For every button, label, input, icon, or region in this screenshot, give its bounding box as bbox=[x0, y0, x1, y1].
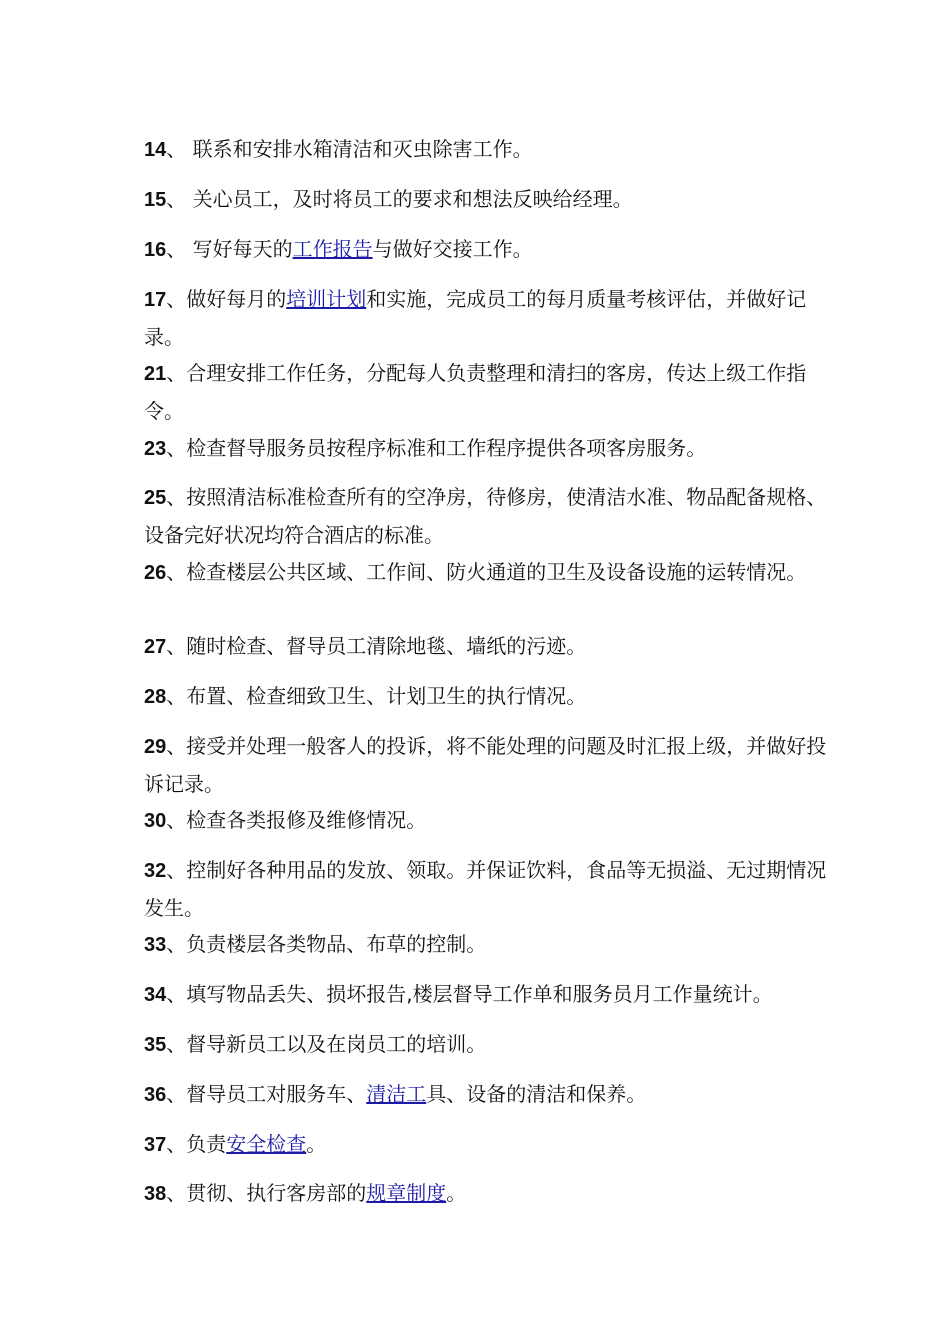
item-text: 与做好交接工作。 bbox=[372, 237, 533, 261]
item-text: 和实施，完成员工的每月质量考核评估，并做好记录。 bbox=[144, 287, 807, 349]
item-text: 负责 bbox=[186, 1132, 227, 1156]
item-separator: 、 bbox=[166, 1132, 187, 1156]
list-item bbox=[144, 231, 834, 269]
item-number: 14 bbox=[144, 139, 167, 161]
item-text: 督导新员工以及在岗员工的培训。 bbox=[186, 1032, 487, 1056]
item-text: 合理安排工作任务，分配每人负责整理和清扫的客房，传达上级工作指令。 bbox=[144, 361, 807, 423]
item-separator: 、 bbox=[166, 237, 187, 261]
item-number: 15 bbox=[144, 189, 167, 211]
item-text: 负责楼层各类物品、布草的控制。 bbox=[186, 932, 487, 956]
list-item bbox=[144, 1026, 834, 1064]
item-text: 关心员工，及时将员工的要求和想法反映给经理。 bbox=[186, 187, 633, 211]
item-number: 23 bbox=[144, 438, 167, 460]
item-number: 38 bbox=[144, 1183, 167, 1205]
item-separator: 、 bbox=[166, 485, 187, 509]
item-text: 填写物品丢失、损坏报告,楼层督导工作单和服务员月工作量统计。 bbox=[186, 982, 773, 1006]
hyperlink[interactable]: 清洁工 bbox=[366, 1082, 427, 1106]
list-item bbox=[144, 479, 834, 554]
item-text: 检查各类报修及维修情况。 bbox=[186, 808, 427, 832]
item-separator: 、 bbox=[166, 361, 187, 385]
item-text: 。 bbox=[306, 1132, 327, 1156]
item-text: 写好每天的 bbox=[186, 237, 293, 261]
item-separator: 、 bbox=[166, 808, 187, 832]
item-text: 检查督导服务员按程序标准和工作程序提供各项客房服务。 bbox=[186, 436, 707, 460]
item-number: 16 bbox=[144, 239, 167, 261]
item-separator: 、 bbox=[166, 634, 187, 658]
item-text: 检查楼层公共区域、工作间、防火通道的卫生及设备设施的运转情况。 bbox=[186, 560, 807, 584]
hyperlink[interactable]: 培训计划 bbox=[286, 287, 367, 311]
item-text: 贯彻、执行客房部的 bbox=[186, 1181, 367, 1205]
item-separator: 、 bbox=[166, 137, 187, 161]
item-separator: 、 bbox=[166, 1032, 187, 1056]
item-number: 36 bbox=[144, 1084, 167, 1106]
item-number: 27 bbox=[144, 636, 167, 658]
hyperlink[interactable]: 安全检查 bbox=[226, 1132, 307, 1156]
item-number: 28 bbox=[144, 686, 167, 708]
list-item bbox=[144, 554, 834, 592]
list-item bbox=[144, 976, 834, 1014]
list-item bbox=[144, 852, 834, 927]
item-number: 17 bbox=[144, 289, 167, 311]
list-item bbox=[144, 131, 834, 169]
item-separator: 、 bbox=[166, 684, 187, 708]
item-number: 33 bbox=[144, 934, 167, 956]
item-separator: 、 bbox=[166, 932, 187, 956]
item-separator: 、 bbox=[166, 436, 187, 460]
item-number: 34 bbox=[144, 984, 167, 1006]
list-item bbox=[144, 628, 834, 666]
item-text: 督导员工对服务车、 bbox=[186, 1082, 367, 1106]
item-number: 21 bbox=[144, 363, 167, 385]
list-item bbox=[144, 926, 834, 964]
item-text: 随时检查、督导员工清除地毯、墙纸的污迹。 bbox=[186, 634, 587, 658]
list-item bbox=[144, 802, 834, 840]
item-text: 做好每月的 bbox=[186, 287, 287, 311]
list-item bbox=[144, 678, 834, 716]
item-separator: 、 bbox=[166, 187, 187, 211]
item-number: 26 bbox=[144, 562, 167, 584]
item-text: 具、设备的清洁和保养。 bbox=[426, 1082, 647, 1106]
hyperlink[interactable]: 规章制度 bbox=[366, 1181, 447, 1205]
list-item bbox=[144, 355, 834, 430]
item-text: 接受并处理一般客人的投诉，将不能处理的问题及时汇报上级，并做好投诉记录。 bbox=[144, 734, 827, 796]
list-item bbox=[144, 1076, 834, 1114]
item-text: 控制好各种用品的发放、领取。并保证饮料，食品等无损溢、无过期情况发生。 bbox=[144, 858, 827, 920]
item-text: 联系和安排水箱清洁和灭虫除害工作。 bbox=[186, 137, 533, 161]
item-number: 29 bbox=[144, 736, 167, 758]
list-item bbox=[144, 728, 834, 803]
list-item bbox=[144, 281, 834, 356]
item-separator: 、 bbox=[166, 560, 187, 584]
item-number: 25 bbox=[144, 487, 167, 509]
list-item bbox=[144, 181, 834, 219]
item-separator: 、 bbox=[166, 734, 187, 758]
item-separator: 、 bbox=[166, 858, 187, 882]
list-item bbox=[144, 430, 834, 468]
item-number: 30 bbox=[144, 810, 167, 832]
item-text: 按照清洁标准检查所有的空净房，待修房，使清洁水准、物品配备规格、设备完好状况均符合酒店的标准。 bbox=[144, 485, 827, 547]
item-number: 32 bbox=[144, 860, 167, 882]
list-item bbox=[144, 1126, 834, 1164]
item-separator: 、 bbox=[166, 1181, 187, 1205]
list-item bbox=[144, 1175, 834, 1213]
item-separator: 、 bbox=[166, 982, 187, 1006]
item-number: 35 bbox=[144, 1034, 167, 1056]
hyperlink[interactable]: 工作报告 bbox=[292, 237, 373, 261]
item-text: 布置、检查细致卫生、计划卫生的执行情况。 bbox=[186, 684, 587, 708]
item-number: 37 bbox=[144, 1134, 167, 1156]
item-separator: 、 bbox=[166, 1082, 187, 1106]
item-text: 。 bbox=[446, 1181, 467, 1205]
item-separator: 、 bbox=[166, 287, 187, 311]
